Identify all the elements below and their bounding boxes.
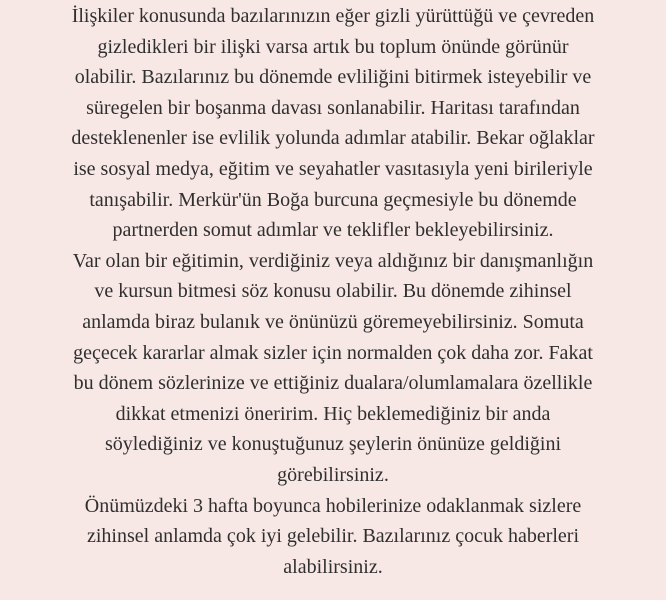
text-line: Var olan bir eğitimin, verdiğiniz veya aldığınız bir danışmanlığın [72, 249, 594, 272]
text-line: İlişkiler konusunda bazılarınızın eğer gizli yürüttüğü ve çevreden [71, 5, 595, 27]
text-line: Önümüzdeki 3 hafta boyunca hobilerinize odaklanmak sizlere [84, 494, 582, 517]
text-line: dikkat etmenizi öneririm. Hiç beklemediğiniz bir anda [115, 402, 551, 425]
bottom-divider [0, 600, 666, 609]
text-line: alabilirsiniz. [283, 555, 383, 578]
text-line: görebilirsiniz. [277, 463, 389, 486]
text-line: olabilir. Bazılarınız bu dönemde evliliğini bitirmek isteyebilir ve [74, 66, 592, 89]
text-line: partnerden somut adımlar ve teklifler bekleyebilirsiniz. [112, 219, 554, 242]
text-line: tanışabilir. Merkür'ün Boğa burcuna geçmesiyle bu dönemde [89, 188, 577, 211]
text-line: desteklenenler ise evlilik yolunda adımlar atabilir. Bekar oğlaklar [71, 127, 595, 150]
text-line: gizledikleri bir ilişki varsa artık bu toplum önünde görünür [97, 35, 569, 58]
text-line: söylediğiniz ve konuştuğunuz şeylerin önünüze geldiğini [104, 433, 562, 456]
text-line: süregelen bir boşanma davası sonlanabilir. Haritası tarafından [86, 96, 580, 119]
text-line: geçecek kararlar almak sizler için normalden çok daha zor. Fakat [73, 341, 593, 364]
text-line: zihinsel anlamda çok iyi gelebilir. Bazılarınız çocuk haberleri [86, 525, 580, 548]
text-line: ise sosyal medya, eğitim ve seyahatler vasıtasıyla yeni birileriyle [73, 157, 593, 180]
text-line: ve kursun bitmesi söz konusu olabilir. Bu dönemde zihinsel [94, 280, 572, 303]
text-line: bu dönem sözlerinize ve ettiğiniz dualara/olumlamalara özellikle [73, 372, 593, 395]
text-line: anlamda biraz bulanık ve önünüzü göremeyebilirsiniz. Somuta [82, 310, 584, 333]
